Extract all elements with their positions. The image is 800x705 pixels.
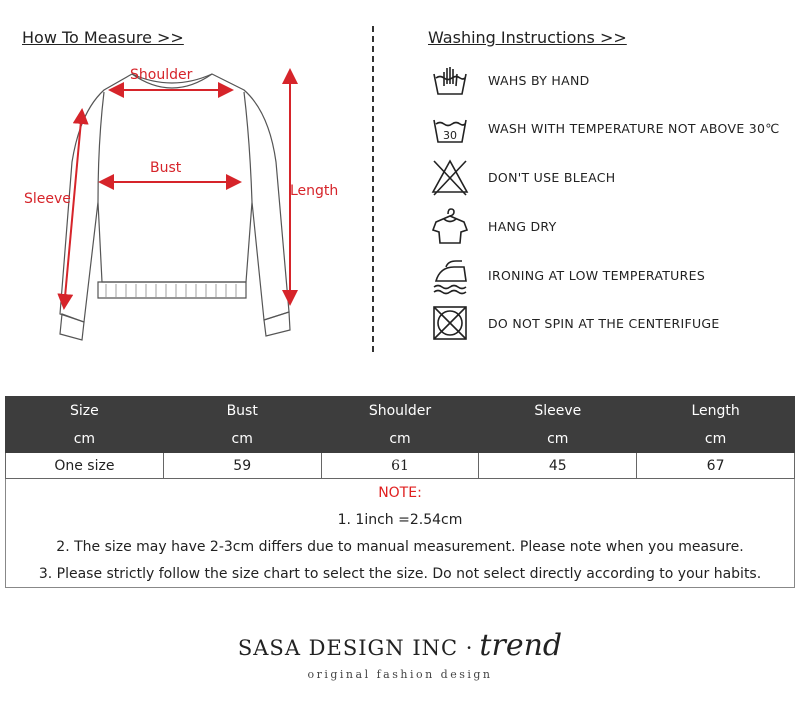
hand-wash-icon (430, 60, 470, 100)
unit-sleeve: cm (479, 425, 637, 453)
wash-row-30 (430, 108, 780, 148)
cell-bust: 59 (163, 453, 321, 479)
table-row (6, 453, 795, 479)
no-bleach-icon (430, 157, 470, 197)
unit-shoulder: cm (321, 425, 479, 453)
header-length: Length (637, 397, 795, 425)
cell-length: 67 (637, 453, 795, 479)
cell-shoulder: 61 (321, 453, 479, 479)
unit-bust: cm (163, 425, 321, 453)
svg-text:30: 30 (443, 129, 457, 142)
wash-30-text: WASH WITH TEMPERATURE NOT ABOVE 30℃ (488, 120, 780, 136)
hang-dry-text: HANG DRY (488, 218, 557, 234)
header-bust: Bust (163, 397, 321, 425)
header-shoulder: Shoulder (321, 397, 479, 425)
bust-label: Bust (150, 160, 182, 176)
sweater-measure-diagram (14, 52, 354, 352)
washing-instructions-title: Washing Instructions >> (428, 28, 627, 47)
notes-box (5, 479, 795, 588)
size-table-container (5, 396, 795, 479)
sleeve-arrow (64, 110, 82, 308)
note-line-3: 3. Please strictly follow the size chart to select the size. Do not select directly according to your habits. (38, 566, 762, 582)
cell-sleeve: 45 (479, 453, 637, 479)
wash-30-icon (430, 108, 470, 148)
section-divider (372, 26, 374, 352)
note-title: NOTE: (378, 485, 422, 501)
wash-row-no-bleach (430, 157, 616, 197)
hand-wash-text: WAHS BY HAND (488, 72, 590, 88)
wash-row-hand-wash (430, 60, 590, 100)
rib-lines (106, 284, 236, 297)
wash-row-hang-dry (430, 206, 557, 246)
iron-low-text: IRONING AT LOW TEMPERATURES (488, 267, 706, 283)
header-size: Size (6, 397, 164, 425)
note-line-1: 1. 1inch =2.54cm (337, 512, 463, 528)
shoulder-label: Shoulder (130, 67, 193, 83)
cell-size: One size (6, 453, 164, 479)
brand-name: SASA DESIGN INC · (237, 636, 474, 660)
length-label: Length (290, 183, 339, 199)
brand-logo (0, 628, 800, 663)
no-tumble-dry-icon (430, 303, 470, 343)
wash-row-no-spin (430, 303, 720, 343)
header-sleeve: Sleeve (479, 397, 637, 425)
brand-tagline: original fashion design (307, 668, 493, 681)
table-header-row (6, 397, 795, 425)
brand-script: trend (479, 628, 563, 663)
no-spin-text: DO NOT SPIN AT THE CENTERIFUGE (488, 315, 720, 331)
how-to-measure-title: How To Measure >> (22, 28, 184, 47)
sweater-outline (60, 74, 290, 340)
sleeve-label: Sleeve (24, 191, 71, 207)
table-unit-row (6, 425, 795, 453)
unit-length: cm (637, 425, 795, 453)
iron-low-icon (430, 255, 470, 295)
no-bleach-text: DON'T USE BLEACH (488, 169, 616, 185)
unit-size: cm (6, 425, 164, 453)
size-table (5, 396, 795, 479)
note-line-2: 2. The size may have 2-3cm differs due to manual measurement. Please note when you measure. (56, 539, 744, 555)
hang-dry-icon (430, 206, 470, 246)
wash-row-iron-low (430, 255, 705, 295)
